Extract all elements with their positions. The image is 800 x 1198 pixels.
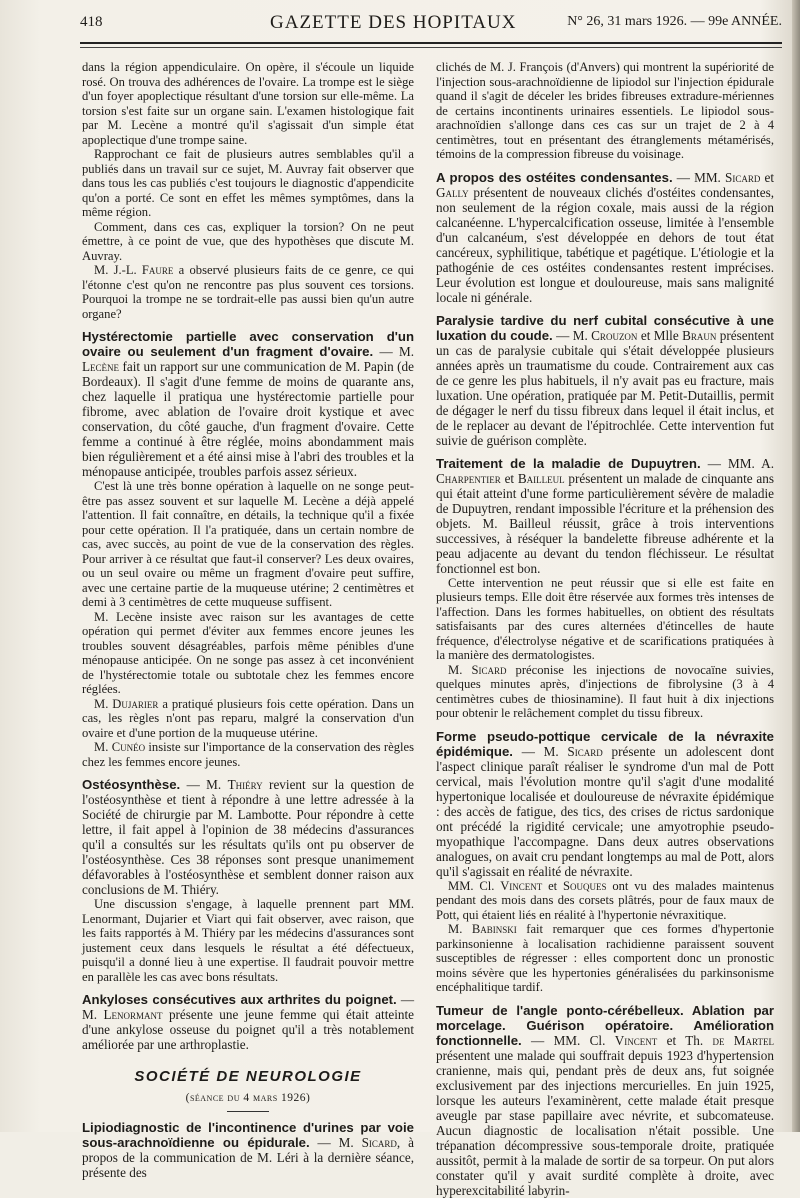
author-name: Lecène [82,359,120,374]
author-name: Gally [436,184,469,200]
author-name: Lenormant [103,1007,163,1022]
author-name: Crouzon [591,327,638,343]
section-heading: A propos des ostéites condensantes. — MM. Sicard et Gally présentent de nouveaux clichés d'ostéites condensantes, non seulement de la région coxale, mais aussi de la région calcanéenne. L'hypercalcification osseuse, limitée à l'ensemble d'un calcanéum, s'est développée en dehors de tout état cancéreux, syphilitique, tabétique et pagétique. L'étiologie et la pathogénie de ces ostéites condensantes restent imprécises. Leur évolution est longue et douloureuse, mais sans malignité locale ni générale. [436,169,774,305]
author-name: Vincent [500,878,543,893]
paragraph: M. Dujarier a pratiqué plusieurs fois cette opération. Dans un cas, les règles n'ont pas reparu, malgré la conservation d'un ovaire et d'une portion de la muqueuse utérine. [82,696,414,740]
paragraph: Comment, dans ces cas, expliquer la torsion? On ne peut émettre, à ce point de vue, que des hypothèses que discute M. Auvray. [82,219,414,263]
section-heading: Forme pseudo-pottique cervicale de la névraxite épidémique. — M. Sicard présente un adolescent dont l'aspect clinique paraît réaliser le syndrome d'un mal de Pott cervical, mais l'évolution montre qu'il s'agit d'une modalité hypertonique localisée et douloureuse de névraxite épidémique : des accès de fatigue, des tics, des crises de rictus sardonique ont précédé la rigidité cervicale; une amyotrophie pseudo-myopathique l'accompagne. Dans deux autres observations analogues, on avait cru pendant longtemps au mal de Pott, alors qu'il s'agissait en réalité de névraxite. [436,728,774,879]
author-name: Bailleul [517,470,565,486]
author-name: Dujarier [112,696,159,711]
paragraph: M. Cunéo insiste sur l'importance de la conservation des règles chez les femmes encore jeunes. [82,740,414,769]
paragraph: Rapprochant ce fait de plusieurs autres semblables qu'il a publiés dans un travail sur ce sujet, M. Auvray fait observer que dans tous les cas publiés c'est toujours le diagnostic d'appendicite qu'on a porté. Ce sont en effet les mêmes symptômes, dans la même région. [82,147,414,219]
issue-info: N° 26, 31 mars 1926. — 99e ANNÉE. [567,14,782,29]
header-rule-thick [80,42,782,44]
author-name: Braun [682,327,717,343]
paragraph: dans la région appendiculaire. On opère, il s'écoule un liquide rosé. On trouva des adhérences de l'ovaire. La trompe est le siège d'un foyer apoplectique résultant d'une torsion sur elle-même. La torsion s'est faite sur un organe sain. L'examen histologique fait par M. Lecène a montré qu'il s'agissait d'un simple état apoplectique d'une trompe saine. [82,60,414,147]
society-title: SOCIÉTÉ DE NEUROLOGIE [134,1068,362,1085]
page-edge [792,0,800,1132]
author-name: Souques [563,878,607,893]
paragraph: C'est là une très bonne opération à laquelle on ne songe peut-être pas assez souvent et sur laquelle M. Lecène a déjà appelé l'attention. Il fait connaître, en détails, la technique qu'il a fixée pour cette opération. Il l'a pratiquée, dans un certain nombre de cas, avec succès, au point de vue de la conservation des règles. Pour arriver à ce résultat que faut-il conserver? Les deux ovaires, ou un seul ovaire ou même un fragment d'ovaire peut suffire, avec une certaine partie de la muqueuse utérine; 2 centimètres et demi à 3 centimètres de cette muqueuse suffisent. [82,479,414,609]
author-name: Sicard [471,662,507,677]
paragraph: MM. Cl. Vincent et Souques ont vu des malades maintenus pendant des mois dans des corsets plâtrés, pour de faux maux de Pott, qui étaient liés en réalité à l'hypertonie névraxitique. [436,878,775,922]
paragraph: Une discussion s'engage, à laquelle prennent part MM. Lenormant, Dujarier et Viart qui fait observer, avec raison, que les faits rapportés à M. Thiéry par les médecins d'assurances sont justement ceux dans lesquels le résultat a été défectueux, puisqu'il a donné lieu à une expertise. Il faudrait pouvoir mettre en parallèle les cas avec bons résultats. [82,897,414,984]
section-heading: Paralysie tardive du nerf cubital consécutive à une luxation du coude. — M. Crouzon et Mlle Braun présentent un cas de paralysie cubitale qui s'était développée plusieurs années après un traumatisme du coude. Contrairement aux cas de ce genre les plus habituels, il n'y avait pas eu fracture, mais luxation. Une opération, pratiquée par M. Petit-Dutaillis, permit de dégager le nerf du tissu fibreux dans lequel il était inclus, et de le replacer au devant de l'épitrochlée. Cette intervention fut suivie de guérison complète. [436,312,774,448]
paragraph: M. Sicard préconise les injections de novocaïne suivies, quelques minutes après, d'injections de fibrolysine (3 à 4 centimètres cubes de thiosinamine). Il faut huit à dix injections pour obtenir le relâchement complet du tissu fibreux. [436,662,775,720]
paragraph: M. J.-L. Faure a observé plusieurs faits de ce genre, ce qui l'étonne c'est qu'on ne rencontre pas plus souvent ces torsions. Pourquoi la trompe ne se tordrait-elle pas aussi bien qu'un autre organe? [82,263,414,321]
journal-title: GAZETTE DES HOPITAUX [270,12,517,33]
author-name: Sicard [725,169,761,185]
author-name: Vincent [614,1032,658,1048]
paragraph: Cette intervention ne peut réussir que si elle est faite en plusieurs temps. Elle doit être réservée aux formes très intenses de l'affection. Dans les formes habituelles, on obtient des résultats satisfaisants par des cures alternées d'étincelles de haute fréquence, d'électrolyse négative et de scarifications pratiquées à la manière des dermatologistes. [436,575,774,662]
author-name: Babinski [471,922,517,936]
section-heading: Ostéosynthèse. — M. Thiéry revient sur la question de l'ostéosynthèse et tient à répondre à une lettre adressée à la Société de chirurgie par M. Lambotte. Pour répondre à cette lettre, il fait appel à l'opinion de 38 médecins d'assurances qu'il a consultés sur les résultats qu'ils ont pu observer de l'ostéosynthèse. Ces 38 réponses sont presque unanimement défavorables à l'ostéosynthèse et semblent donner raison aux conclusions de M. Thiéry. [82,777,414,897]
running-header [80,14,782,50]
section-heading: Tumeur de l'angle ponto-cérébelleux. Ablation par morcelage. Guérison opératoire. Amélioration fonctionnelle. — MM. Cl. Vincent et Th. de Martel présentent une malade qui souffrait depuis 1923 d'hypertension cranienne, mais qui, pendant près de deux ans, fut soignée exclusivement par des injections mercurielles. En juin 1925, lorsque les auteurs l'examinèrent, cette malade était presque aveugle par stase papillaire avec névrite, et subcomateuse. Aucun diagnostic de localisation n'était possible. Une trépanation décompressive sous-temporale droite, pratiquée aussitôt, permit à la malade de sortir de sa torpeur. On put alors constater qu'il y avait surdité complète à droite, avec hyperexcitabilité labyrin- [436,1002,774,1198]
left-column [82,60,414,1180]
divider [227,1111,269,1112]
section-heading: Hystérectomie partielle avec conservation d'un ovaire ou seulement d'un fragment d'ovaire. — M. Lecène fait un rapport sur une communication de M. Papin (de Bordeaux). Il s'agit d'une femme de moins de quarante ans, chez laquelle il pratiqua une hystérectomie partielle pour fibrome, avec ablation de l'ovaire droit kystique et avec conservation, du côté gauche, d'un fragment d'ovaire. Cette femme a continué à être réglée, moins abondamment mais bien régulièrement et a été ainsi mise à l'abri des troubles et la ménopause anticipée, troubles parfois assez sérieux. [82,329,414,479]
section-heading: Traitement de la maladie de Dupuytren. — MM. A. Charpentier et Bailleul présentent un malade de cinquante ans qui était atteint d'une forme particulièrement sévère de maladie de Dupuytren, rendant impossible l'écriture et la préhension des objets. M. Bailleul réussit, grâce à trois interventions successives, à réséquer la bandelette fibreuse adhérente et la peau adjacente au devant du tendon fléchisseur. Le résultat fonctionnel est bon. [436,455,774,576]
author-name: Sicard [567,743,603,759]
paragraph: M. Lecène insiste avec raison sur les avantages de cette opération qui permet d'éviter aux femmes encore jeunes les troubles souvent désagréables, parfois même pénibles d'une ménopause anticipée. On ne songe pas assez à cet inconvénient de l'hystérectomie totale ou subtotale chez les femmes encore réglées. [82,609,414,696]
page-number: 418 [80,14,103,30]
author-name: Thiéry [227,777,263,792]
right-column [436,60,775,1198]
author-name: Faure [141,263,174,277]
paragraph: M. Babinski fait remarquer que ces formes d'hypertonie parkinsonienne à localisation rachidienne paraissent souvent susceptibles de régresser : elles comportent donc un pronostic moins sévère que les hypertonies généralisées du parkinsonisme encéphalitique tardif. [436,922,774,994]
session-date: (séance du 4 mars 1926) [185,1091,311,1104]
section-heading: Lipiodiagnostic de l'incontinence d'urines par voie sous-arachnoïdienne ou épidurale. — M. Sicard, à propos de la communication de M. Léri à la dernière séance, présente des [82,1120,414,1180]
paragraph: clichés de M. J. François (d'Anvers) qui montrent la supériorité de l'injection sous-arachnoïdienne de lipiodol sur l'injection épidurale quand il s'agit de déceler les brides fibreuses extradure-mériennes de certains incontinents urinaires essentiels. Le lipiodol sous-arachnoïdien s'allonge dans ces cas sur un trajet de 2 à 4 centimètres, tout en présentant des étranglements métamérisés, témoins de la compression fibreuse du voisinage. [436,60,774,161]
author-name: Charpentier [436,470,501,486]
author-name: de Martel [712,1032,774,1048]
section-heading: Ankyloses consécutives aux arthrites du poignet. — M. Lenormant présente une jeune femme qui était atteinte d'une ankylose osseuse du poignet qu'il a très notablement améliorée par une arthroplastie. [82,992,414,1052]
header-rule-thin [80,47,782,48]
author-name: Cunéo [111,740,146,754]
author-name: Sicard [361,1135,397,1150]
